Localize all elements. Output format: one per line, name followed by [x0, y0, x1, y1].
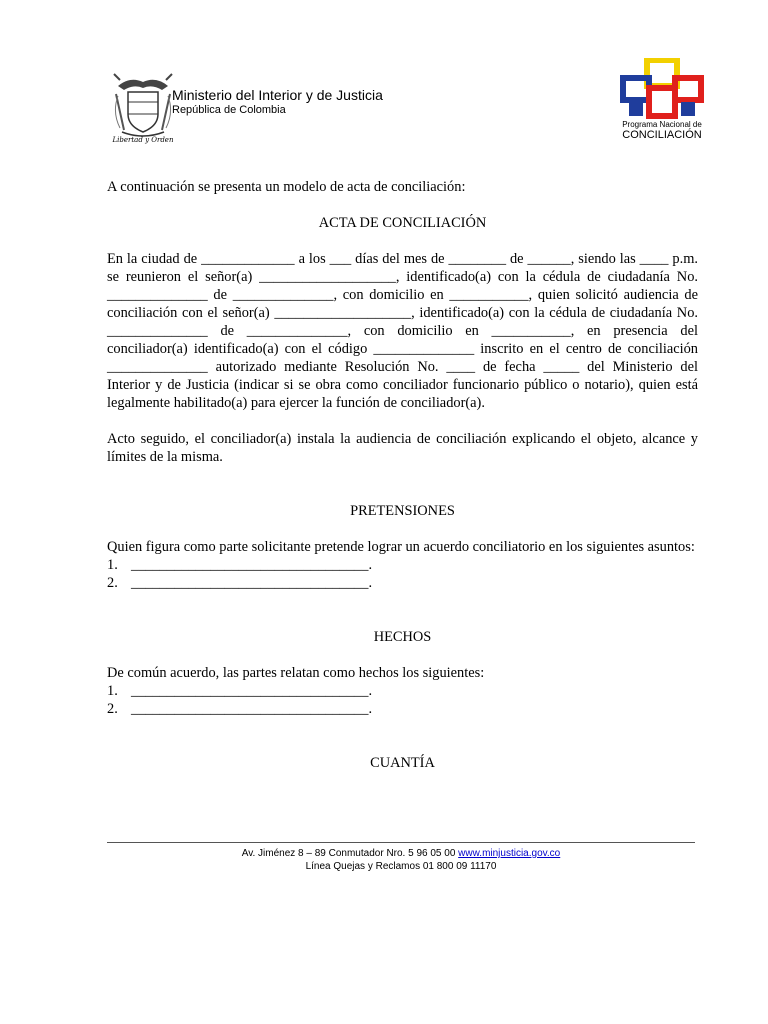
document-header: [0, 0, 768, 160]
country-name: República de Colombia: [172, 104, 286, 116]
seal-motto: Libertad y Orden: [112, 136, 174, 144]
program-label: Programa Nacional de: [622, 120, 702, 129]
website-link[interactable]: www.minjusticia.gov.co: [458, 848, 561, 859]
list-number: 1.: [107, 683, 118, 699]
section-heading-hechos: HECHOS: [373, 629, 432, 645]
footer-divider: [107, 842, 695, 843]
list-number: 2.: [107, 575, 118, 591]
list-number: 1.: [107, 557, 118, 573]
blank-line: _________________________________.: [131, 557, 373, 573]
pretensiones-text: Quien figura como parte solicitante pretende lograr un acuerdo conciliatorio en los siguientes asuntos:: [107, 539, 695, 555]
blank-line: _________________________________.: [131, 701, 373, 717]
list-number: 2.: [107, 701, 118, 717]
list-item: [107, 556, 698, 574]
blank-line: _________________________________.: [131, 683, 373, 699]
hechos-text: De común acuerdo, las partes relatan como hechos los siguientes:: [107, 665, 485, 681]
coat-of-arms-icon: [110, 72, 176, 150]
opening-paragraph: En la ciudad de _____________ a los ___ días del mes de ________ de ______, siendo las ____ p.m. se reunieron el señor(a) ___________________, identificado(a) con la cédula de ciudadanía No. ______________ de ______________, con domicilio en ___________, quien solicitó audiencia de conciliación con el señor(a) ___________________, identificado(a) con la cédula de ciudadanía No. ______________ de ______________, con domicilio en ___________, en presencia del conciliador(a) identificado(a) con el código ______________ inscrito en el centro de conciliación ______________ autorizado mediante Resolución No. ____ de fecha _____ del Ministerio del Interior y de Justicia (indicar si se obra como conciliador funcionario público o notario), quien está legalmente habilitado(a) para ejercer la función de conciliador(a).: [107, 251, 698, 411]
footer-address: Av. Jiménez 8 – 89 Conmutador Nro. 5 96 05 00: [241, 848, 456, 859]
blank-line: _________________________________.: [131, 575, 373, 591]
ministry-name: Ministerio del Interior y de Justicia: [172, 87, 383, 103]
document-footer: [107, 842, 695, 873]
footer-hotline: Línea Quejas y Reclamos 01 800 09 11170: [305, 861, 497, 872]
document-title: ACTA DE CONCILIACIÓN: [318, 215, 487, 231]
program-name: CONCILIACIÓN: [622, 129, 702, 141]
list-item: [107, 700, 698, 718]
footer-address-line: [107, 847, 695, 860]
intro-text: A continuación se presenta un modelo de acta de conciliación:: [107, 179, 466, 195]
conciliation-logo-icon: [619, 58, 705, 120]
installation-paragraph: Acto seguido, el conciliador(a) instala la audiencia de conciliación explicando el objeto, alcance y límites de la misma.: [107, 431, 698, 465]
section-heading-pretensiones: PRETENSIONES: [350, 503, 455, 519]
ministry-block: [172, 87, 383, 117]
section-heading-cuantia: CUANTÍA: [370, 755, 435, 771]
conciliation-program-logo: [616, 58, 708, 152]
list-item: [107, 682, 698, 700]
document-body: [107, 178, 698, 772]
list-item: [107, 574, 698, 592]
